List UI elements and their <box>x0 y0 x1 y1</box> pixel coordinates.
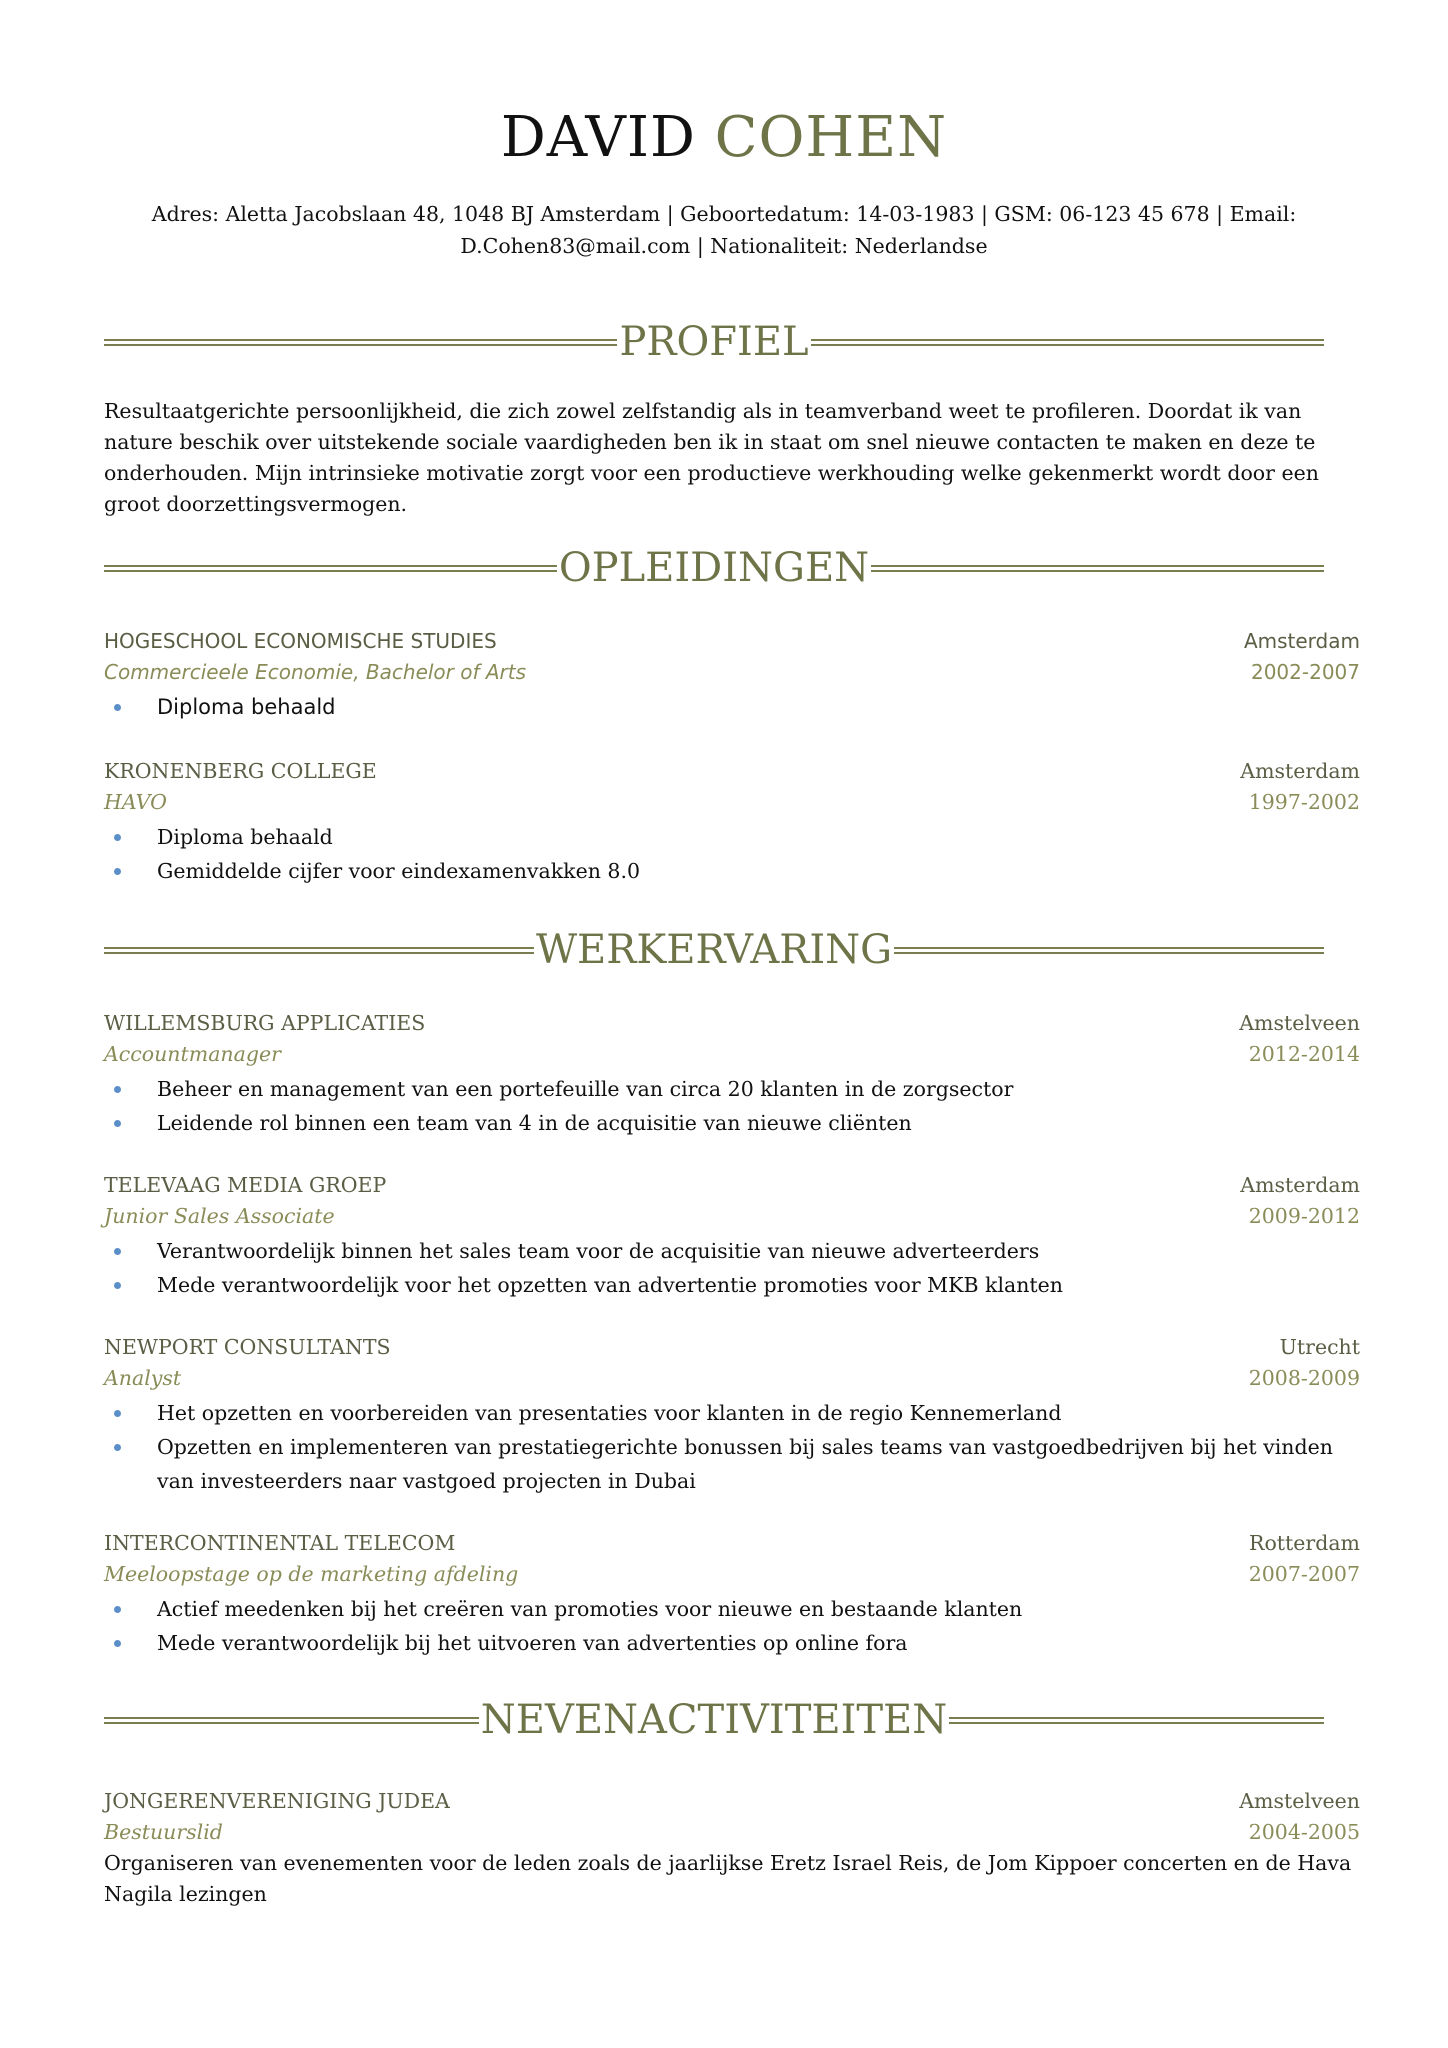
bullet-list <box>104 1592 1360 1660</box>
organization: NEWPORT CONSULTANTS <box>104 1335 391 1359</box>
divider <box>104 565 557 572</box>
divider <box>104 339 617 346</box>
education-entry <box>104 626 1360 724</box>
section-heading-profiel <box>104 312 1324 372</box>
location: Amsterdam <box>1243 629 1360 653</box>
years: 2009-2012 <box>1248 1204 1360 1228</box>
organization: WILLEMSBURG APPLICATIES <box>104 1011 426 1035</box>
years: 2004-2005 <box>1248 1820 1360 1844</box>
role: Commercieele Economie, Bachelor of Arts <box>104 660 527 684</box>
bullet-list <box>104 820 1360 888</box>
bullet-icon <box>114 1120 121 1127</box>
profile-line: Resultaatgerichte persoonlijkheid, die zich zowel zelfstandig als in teamverband weet te profileren. Doordat ik van <box>104 399 1302 423</box>
role: Meeloopstage op de marketing afdeling <box>104 1562 519 1586</box>
bullet-list <box>104 1072 1360 1140</box>
role: HAVO <box>104 790 167 814</box>
role: Bestuurslid <box>104 1820 223 1844</box>
years: 2007-2007 <box>1248 1562 1360 1586</box>
list-item: Verantwoordelijk binnen het sales team voor de acquisitie van nieuwe adverteerders <box>104 1234 1360 1268</box>
years: 2002-2007 <box>1250 660 1360 684</box>
entry-subheader <box>104 1201 1360 1232</box>
years: 1997-2002 <box>1248 790 1360 814</box>
entry-header <box>104 756 1360 787</box>
bullet-icon <box>114 834 121 841</box>
location: Amsterdam <box>1240 1173 1360 1197</box>
list-item: Gemiddelde cijfer voor eindexamenvakken 8.0 <box>104 854 1360 888</box>
location: Amstelveen <box>1239 1011 1360 1035</box>
organization: JONGERENVERENIGING JUDEA <box>104 1789 450 1813</box>
work-entry <box>104 1332 1360 1498</box>
section-title: NEVENACTIVITEITEN <box>480 1697 948 1743</box>
list-item: Mede verantwoordelijk voor het opzetten van advertentie promoties voor MKB klanten <box>104 1268 1360 1302</box>
list-item: Het opzetten en voorbereiden van presentaties voor klanten in de regio Kennemerland <box>104 1396 1360 1430</box>
entry-subheader <box>104 1039 1360 1070</box>
divider <box>104 947 534 954</box>
role: Analyst <box>104 1366 182 1390</box>
entry-subheader <box>104 1559 1360 1590</box>
entry-subheader <box>104 1363 1360 1394</box>
bullet-list <box>104 690 1360 724</box>
bullet-icon <box>114 1606 121 1613</box>
list-item: Beheer en management van een portefeuille van circa 20 klanten in de zorgsector <box>104 1072 1360 1106</box>
entry-header <box>104 1528 1360 1559</box>
section-title: PROFIEL <box>619 319 809 365</box>
contact-line: Adres: Aletta Jacobslaan 48, 1048 BJ Amsterdam | Geboortedatum: 14-03-1983 | GSM: 06-123 45 678 | Email: <box>151 202 1297 226</box>
profile-line: groot doorzettingsvermogen. <box>104 492 408 516</box>
entry-subheader <box>104 657 1360 688</box>
entry-header <box>104 1170 1360 1201</box>
bullet-icon <box>114 1248 121 1255</box>
bullet-icon <box>114 1410 121 1417</box>
last-name: COHEN <box>714 105 948 170</box>
entry-header <box>104 1332 1360 1363</box>
list-item: Mede verantwoordelijk bij het uitvoeren van advertenties op online fora <box>104 1626 1360 1660</box>
divider <box>104 1717 479 1724</box>
work-entry <box>104 1528 1360 1660</box>
location: Amsterdam <box>1240 759 1360 783</box>
bullet-icon <box>114 1444 121 1451</box>
location: Amstelveen <box>1239 1789 1360 1813</box>
profile-text <box>104 396 1344 520</box>
list-item: Leidende rol binnen een team van 4 in de acquisitie van nieuwe cliënten <box>104 1106 1360 1140</box>
bullet-icon <box>114 1640 121 1647</box>
first-name: DAVID <box>500 105 696 170</box>
contact-line: D.Cohen83@mail.com | Nationaliteit: Nederlandse <box>460 234 988 258</box>
contact-info <box>130 198 1318 262</box>
years: 2012-2014 <box>1248 1042 1360 1066</box>
section-title: OPLEIDINGEN <box>558 545 870 591</box>
list-item-continuation: van investeerders naar vastgoed projecten in Dubai <box>157 1469 696 1493</box>
section-heading-opleidingen <box>104 538 1324 598</box>
section-heading-werkervaring <box>104 920 1324 980</box>
section-title: WERKERVARING <box>535 927 893 973</box>
bullet-icon <box>114 704 121 711</box>
bullet-icon <box>114 1282 121 1289</box>
role: Junior Sales Associate <box>104 1204 335 1228</box>
divider <box>811 339 1324 346</box>
organization: TELEVAAG MEDIA GROEP <box>104 1173 387 1197</box>
organization: HOGESCHOOL ECONOMISCHE STUDIES <box>104 629 497 653</box>
list-item: Actief meedenken bij het creëren van promoties voor nieuwe en bestaande klanten <box>104 1592 1360 1626</box>
organization: KRONENBERG COLLEGE <box>104 759 377 783</box>
list-item: Diploma behaald <box>104 690 1360 724</box>
list-item: Opzetten en implementeren van prestatiegerichte bonussen bij sales teams van vastgoedbedrijven bij het vinden <box>104 1430 1360 1464</box>
entry-subheader <box>104 787 1360 818</box>
entry-header <box>104 626 1360 657</box>
list-item: Diploma behaald <box>104 820 1360 854</box>
divider <box>894 947 1324 954</box>
divider <box>949 1717 1324 1724</box>
location: Utrecht <box>1279 1335 1360 1359</box>
entry-header <box>104 1786 1360 1817</box>
bullet-icon <box>114 868 121 875</box>
location: Rotterdam <box>1249 1531 1360 1555</box>
entry-subheader <box>104 1817 1360 1848</box>
work-entry <box>104 1170 1360 1302</box>
divider <box>871 565 1324 572</box>
entry-header <box>104 1008 1360 1039</box>
education-entry <box>104 756 1360 888</box>
organization: INTERCONTINENTAL TELECOM <box>104 1531 456 1555</box>
activity-description: Organiseren van evenementen voor de leden zoals de jaarlijkse Eretz Israel Reis, de Jom Kippoer concerten en de Hava Nagila lezingen <box>104 1851 1352 1906</box>
role: Accountmanager <box>104 1042 281 1066</box>
section-heading-nevenactiviteiten <box>104 1690 1324 1750</box>
bullet-list <box>104 1234 1360 1302</box>
years: 2008-2009 <box>1248 1366 1360 1390</box>
profile-line: nature beschik over uitstekende sociale vaardigheden ben ik in staat om snel nieuwe contacten te maken en deze te <box>104 430 1316 454</box>
profile-line: onderhouden. Mijn intrinsieke motivatie zorgt voor een productieve werkhouding welke gekenmerkt wordt door een <box>104 461 1319 485</box>
bullet-icon <box>114 1086 121 1093</box>
side-activity-entry <box>104 1786 1360 1910</box>
work-entry <box>104 1008 1360 1140</box>
bullet-list <box>104 1396 1360 1498</box>
candidate-name <box>0 104 1448 172</box>
